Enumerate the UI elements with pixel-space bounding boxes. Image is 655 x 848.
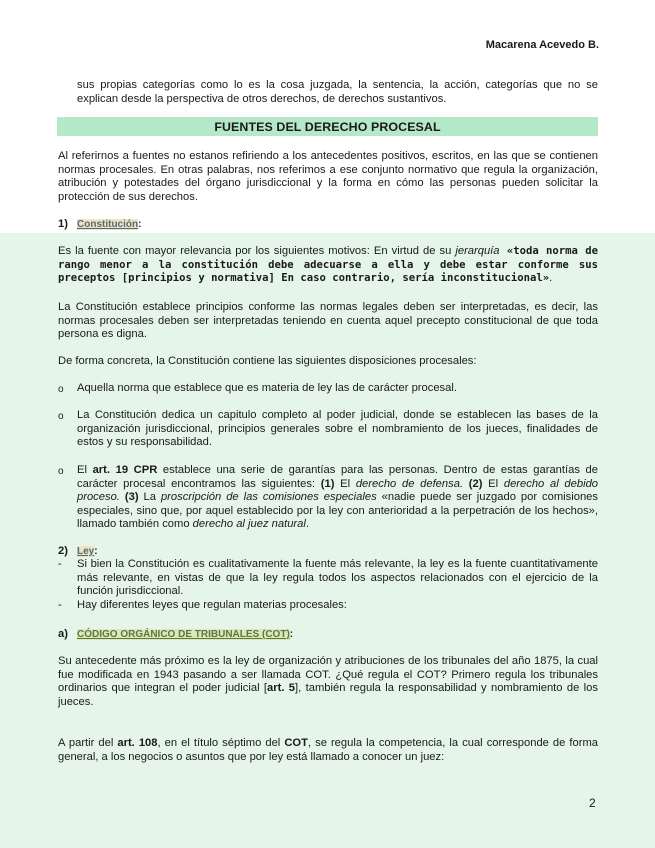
bullet-icon: o <box>58 411 64 422</box>
bullet-icon: o <box>58 466 64 477</box>
text-run-italic: proscripción de las comisiones especiales <box>160 491 377 504</box>
cot-paragraph-1 <box>58 655 598 709</box>
text-run-bold: COT <box>284 737 308 749</box>
text-run: El <box>482 477 504 490</box>
constitucion-paragraph-1 <box>58 245 598 286</box>
text-run-italic: derecho al debido proceso. <box>77 477 599 504</box>
cot-heading[interactable]: CÓDIGO ORGÁNICO DE TRIBUNALES (COT) <box>77 629 290 640</box>
bullet-item-2: La Constitución dedica un capitulo completo al poder judicial, donde se establecen las bases de la organización jurisdiccional, principios generales sobre el nombramiento de los jueces, finalidades de estos y su responsabilidad. <box>77 409 598 449</box>
fuentes-paragraph: Al referirnos a fuentes no estanos refiriendo a los antecedentes positivos, escritos, en las que se contienen normas procesales. En otras palabras, nos referimos a ese conjunto normativo que regula la organización, atribución y potestades del órgano jurisdiccional y la forma en cómo las personas pueden solicitar la protección de sus derechos. <box>58 150 598 203</box>
text-run-bold: art. 5 <box>267 682 296 695</box>
text-run: , en el título séptimo del <box>157 737 285 749</box>
text-run: El <box>77 464 93 476</box>
text-run-italic: derecho al juez natural <box>192 518 306 531</box>
ley-dash-item-2: Hay diferentes leyes que regulan materias procesales: <box>77 599 347 611</box>
text-run: establece una serie de garantías para las personas. Dentro de estas garantías de carácter procesal encontramos las siguientes: <box>77 464 598 490</box>
text-run: La <box>138 491 161 504</box>
dash-marker: - <box>58 599 62 611</box>
ley-dash-item-1: Si bien la Constitución es cualitativamente la fuente más relevante, la ley es la fuente cuantitativamente más relevante, en vistas de que la ley regula todos los aspectos relacionados con el ejercicio de la función jurisdiccional. <box>77 558 598 598</box>
cot-heading-wrap: CÓDIGO ORGÁNICO DE TRIBUNALES (COT): <box>77 629 294 640</box>
ley-number: 2) <box>58 545 68 557</box>
text-run: . <box>305 518 309 531</box>
text-run-quote: «toda norma de rango menor a la constitución debe adecuarse a ella y debe estar conforme sus preceptos [principios y normativa] En caso contrario, sería inconstitucional» <box>58 245 598 285</box>
text-run: Es la fuente con mayor relevancia por los siguientes motivos: En virtud de su <box>58 245 456 257</box>
text-run: , se regula la competencia, la cual corresponde de forma general, a los negocios o asuntos que por ley está llamado a conocer un juez: <box>58 737 599 763</box>
text-run: Su antecedente más próximo es la ley de organización y atribuciones de los tribunales del año 1875, la cual fue modificada en 1943 pasando a ser llamada COT. ¿Qué regula el COT? Primero regula los tribunales ordinarios que integran el poder judicial [ <box>58 655 598 695</box>
ley-heading-wrap: Ley: <box>77 546 98 557</box>
text-run-bold: (2) <box>463 477 483 490</box>
cot-letter: a) <box>58 628 68 640</box>
bullet-item-3 <box>77 464 598 532</box>
section-title: FUENTES DEL DERECHO PROCESAL <box>57 117 598 136</box>
intro-paragraph: sus propias categorías como lo es la cosa juzgada, la sentencia, la acción, categorías que no se explican desde la perspectiva de otros derechos, de derechos sustantivos. <box>77 79 598 105</box>
header-author: Macarena Acevedo B. <box>485 39 599 51</box>
text-run-bold: (3) <box>119 491 139 504</box>
text-run-bold: art. 19 CPR <box>92 464 158 476</box>
text-run-italic: jerarquía <box>455 245 500 257</box>
text-run-italic: derecho de defensa. <box>355 477 464 490</box>
text-run-bold: art. 108 <box>117 737 158 749</box>
cot-paragraph-2 <box>58 737 598 764</box>
text-run: . <box>549 272 553 285</box>
text-run: «nadie puede ser juzgado por comisiones especiales, sino que, por aquel establecido por la ley con anterioridad a la perpetración de los hechos», llamado también como <box>77 491 598 531</box>
ley-heading[interactable]: Ley <box>77 546 95 557</box>
constitucion-paragraph-3: De forma concreta, la Constitución contiene las siguientes disposiciones procesales: <box>58 355 477 367</box>
constitucion-number: 1) <box>58 218 68 230</box>
constitucion-heading-wrap: Constitución: <box>77 219 142 230</box>
text-run: El <box>334 477 356 490</box>
constitucion-heading[interactable]: Constitución <box>77 219 139 230</box>
constitucion-paragraph-2: La Constitución establece principios conforme las normas legales deben ser interpretadas, es decir, las normas procesales deben ser interpretadas teniendo en cuenta aquel precepto constitucional de que toda persona es digna. <box>58 301 598 341</box>
bullet-item-1: Aquella norma que establece que es materia de ley las de carácter procesal. <box>77 382 457 394</box>
dash-marker: - <box>58 558 62 570</box>
page-number: 2 <box>589 796 596 810</box>
bullet-icon: o <box>58 384 64 395</box>
text-run: A partir del <box>58 737 118 749</box>
text-run-bold: (1) <box>320 477 335 490</box>
text-run: ], también regula la responsabilidad y nombramiento de los jueces. <box>58 682 598 708</box>
